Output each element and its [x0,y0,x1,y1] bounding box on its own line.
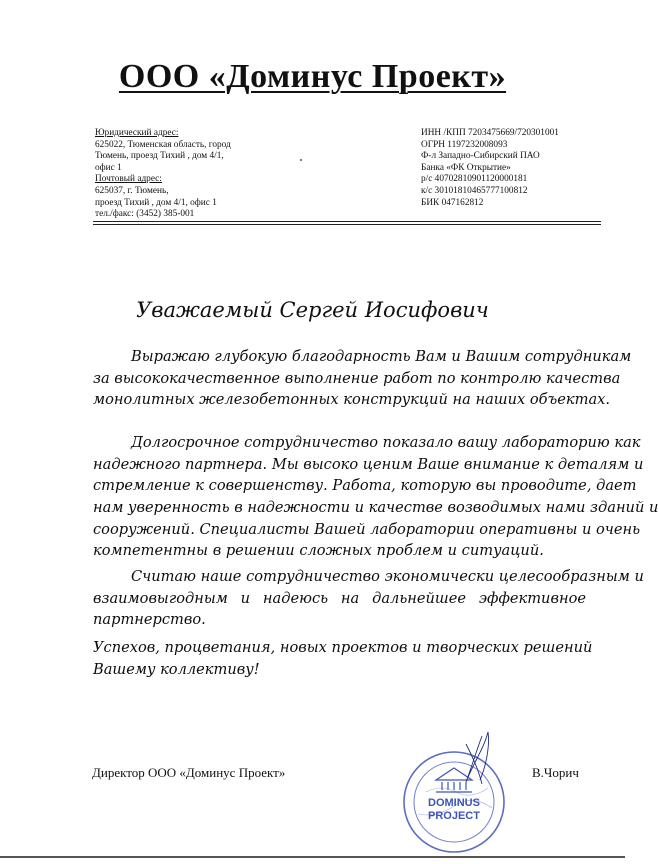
paragraph-2 [93,432,658,562]
requisite-line: к/с 30101810465777100812 [421,185,528,196]
phone-fax: тел./факс: (3452) 385-001 [95,209,195,220]
text-line: Долгосрочное сотрудничество показало вашу лабораторию как [131,434,641,451]
requisites-block [421,128,606,209]
text-line: стремление к совершенству. Работа, которую вы проводите, дает [93,477,637,495]
text-line: монолитных железобетонных конструкций на наших объектах. [93,391,611,409]
header-divider [93,224,601,225]
text-line: Успехов, процветания, новых проектов и творческих решений [93,639,593,656]
text-line: Вашему коллективу! [93,660,260,678]
requisite-line: р/с 40702810901120000181 [421,174,528,185]
text-line: Считаю наше сотрудничество экономически целесообразным и [131,568,644,585]
company-stamp [396,722,516,862]
postal-address-label: Почтовый адрес: [95,174,162,185]
text-line: компетентны в решении сложных проблем и ситуаций. [93,542,544,560]
paragraph-3 [93,566,644,631]
paragraph-1 [93,346,632,411]
address-block [95,128,310,221]
text-line: взаимовыгодным и надеюсь на дальнейшее эффективное [93,589,586,607]
postal-address-line: 625037, г. Тюмень, [95,185,169,196]
text-line: нам уверенность в надежности и качестве возводимых нами зданий и [93,499,658,517]
requisite-line: Ф-л Западно-Сибирский ПАО [421,151,540,162]
scan-edge [0,856,625,858]
text-line: Выражаю глубокую благодарность Вам и Вашим сотрудникам [131,348,632,365]
signature-title: Директор ООО «Доминус Проект» [92,765,286,780]
text-line: надежного партнера. Мы высоко ценим Ваше внимание к деталям и [93,455,644,473]
legal-address-line: Тюмень, проезд Тихий , дом 4/1, [95,151,224,162]
requisite-line: ОГРН 1197232008093 [421,139,508,150]
requisite-line: Банка «ФК Открытие» [421,162,511,173]
text-line: за высококачественное выполнение работ по контролю качества [93,369,621,387]
header-divider [93,221,601,222]
text-line: партнерство. [93,611,206,629]
stamp-text-line: DOMINUS [428,797,480,809]
legal-address-line: 625022, Тюменская область, город [95,139,231,150]
text-line: сооружений. Специалисты Вашей лаборатории оперативны и очень [93,520,641,538]
company-title: ООО «Доминус Проект» [118,58,507,95]
requisite-line: БИК 047162812 [421,197,484,208]
postal-address-line: проезд Тихий , дом 4/1, офис 1 [95,197,217,208]
greeting: Уважаемый Сергей Иосифович [136,298,489,322]
signature-name: В.Чорич [532,765,579,780]
requisite-line: ИНН /КПП 7203475669/720301001 [421,128,559,138]
stamp-text-line: PROJECT [428,810,480,822]
paragraph-4 [93,637,593,680]
legal-address-label: Юридический адрес: [95,128,179,138]
scan-dot [300,159,302,161]
legal-address-line: офис 1 [95,162,122,173]
